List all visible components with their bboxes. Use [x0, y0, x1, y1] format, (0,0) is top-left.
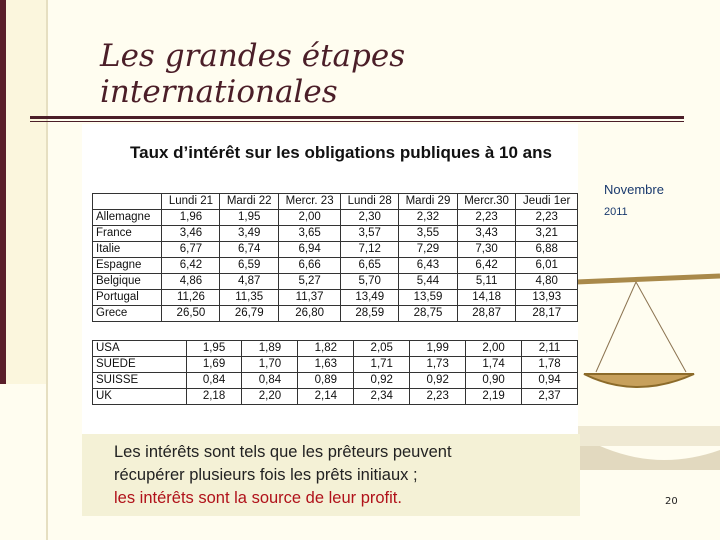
- date-year: 2011: [604, 206, 628, 218]
- rate-cell: 11,26: [162, 290, 220, 306]
- title-rule: [30, 116, 684, 119]
- country-cell: France: [93, 226, 162, 242]
- rate-cell: 0,90: [466, 373, 522, 389]
- rate-cell: 2,30: [341, 210, 399, 226]
- country-cell: SUEDE: [93, 357, 187, 373]
- balance-scale-icon: [576, 250, 720, 470]
- column-header: Mercr. 23: [279, 194, 341, 210]
- rate-cell: 26,79: [220, 306, 279, 322]
- rate-cell: 1,63: [298, 357, 354, 373]
- table-row: [93, 226, 578, 242]
- rate-cell: 1,74: [466, 357, 522, 373]
- rate-cell: 5,11: [457, 274, 516, 290]
- rate-cell: 2,19: [466, 389, 522, 405]
- column-header: Mardi 29: [399, 194, 458, 210]
- rate-cell: 6,43: [399, 258, 458, 274]
- rate-cell: 0,89: [298, 373, 354, 389]
- rate-cell: 0,84: [186, 373, 242, 389]
- country-cell: Allemagne: [93, 210, 162, 226]
- table-row: [93, 357, 578, 373]
- rate-cell: 1,82: [298, 341, 354, 357]
- table-row: [93, 242, 578, 258]
- rate-cell: 2,14: [298, 389, 354, 405]
- table-row: [93, 373, 578, 389]
- page-number: 20: [665, 496, 678, 507]
- rate-cell: 5,44: [399, 274, 458, 290]
- column-header: Mardi 22: [220, 194, 279, 210]
- rate-cell: 7,29: [399, 242, 458, 258]
- rate-cell: 1,99: [410, 341, 466, 357]
- rate-cell: 13,93: [516, 290, 578, 306]
- rate-cell: 1,95: [186, 341, 242, 357]
- table-row: [93, 290, 578, 306]
- country-cell: Espagne: [93, 258, 162, 274]
- table-row: [93, 341, 578, 357]
- rate-cell: 0,92: [410, 373, 466, 389]
- note-line-1: Les intérêts sont tels que les prêteurs peuvent: [114, 443, 452, 461]
- rate-cell: 28,87: [457, 306, 516, 322]
- rate-cell: 6,66: [279, 258, 341, 274]
- column-header: Lundi 28: [341, 194, 399, 210]
- country-cell: SUISSE: [93, 373, 187, 389]
- rate-cell: 1,70: [242, 357, 298, 373]
- rate-cell: 2,37: [522, 389, 578, 405]
- rate-cell: 6,77: [162, 242, 220, 258]
- rate-cell: 3,49: [220, 226, 279, 242]
- rate-cell: 11,35: [220, 290, 279, 306]
- rate-cell: 6,74: [220, 242, 279, 258]
- header-blank-cell: [93, 194, 162, 210]
- rate-cell: 2,20: [242, 389, 298, 405]
- rate-cell: 6,01: [516, 258, 578, 274]
- table-row: [93, 389, 578, 405]
- rate-cell: 2,00: [466, 341, 522, 357]
- note-line-2: récupérer plusieurs fois les prêts initiaux ;: [114, 466, 418, 484]
- table-row: [93, 258, 578, 274]
- rate-cell: 2,05: [354, 341, 410, 357]
- rate-cell: 2,23: [516, 210, 578, 226]
- left-divider-line: [46, 0, 48, 540]
- rate-cell: 1,89: [242, 341, 298, 357]
- note-line-3: les intérêts sont la source de leur profit.: [114, 489, 402, 507]
- rate-cell: 6,42: [457, 258, 516, 274]
- title-rule-thin: [30, 121, 684, 122]
- rate-cell: 3,65: [279, 226, 341, 242]
- rate-cell: 28,59: [341, 306, 399, 322]
- rate-cell: 1,73: [410, 357, 466, 373]
- rate-cell: 2,23: [457, 210, 516, 226]
- rate-cell: 28,75: [399, 306, 458, 322]
- rate-cell: 28,17: [516, 306, 578, 322]
- rate-cell: 6,42: [162, 258, 220, 274]
- table-row: [93, 306, 578, 322]
- rate-cell: 2,00: [279, 210, 341, 226]
- rate-cell: 6,94: [279, 242, 341, 258]
- rate-cell: 6,65: [341, 258, 399, 274]
- country-cell: Italie: [93, 242, 162, 258]
- rate-cell: 3,43: [457, 226, 516, 242]
- rate-cell: 26,50: [162, 306, 220, 322]
- rate-cell: 1,78: [522, 357, 578, 373]
- rate-cell: 2,11: [522, 341, 578, 357]
- rate-cell: 4,86: [162, 274, 220, 290]
- rate-cell: 1,71: [354, 357, 410, 373]
- table-header-row: [93, 194, 578, 210]
- rate-cell: 2,34: [354, 389, 410, 405]
- left-band: [0, 0, 46, 384]
- rate-cell: 6,59: [220, 258, 279, 274]
- rate-cell: 1,95: [220, 210, 279, 226]
- rate-cell: 7,30: [457, 242, 516, 258]
- country-cell: UK: [93, 389, 187, 405]
- rate-cell: 1,69: [186, 357, 242, 373]
- rate-cell: 5,70: [341, 274, 399, 290]
- rate-cell: 0,92: [354, 373, 410, 389]
- date-month: Novembre: [604, 182, 664, 197]
- country-cell: Portugal: [93, 290, 162, 306]
- column-header: Lundi 21: [162, 194, 220, 210]
- table-row: [93, 274, 578, 290]
- slide-title: Les grandes étapes internationales: [100, 38, 406, 110]
- rate-cell: 4,87: [220, 274, 279, 290]
- rate-cell: 3,21: [516, 226, 578, 242]
- rate-cell: 3,57: [341, 226, 399, 242]
- rate-cell: 2,18: [186, 389, 242, 405]
- column-header: Jeudi 1er: [516, 194, 578, 210]
- left-accent-bar: [0, 0, 6, 384]
- rate-cell: 7,12: [341, 242, 399, 258]
- rate-cell: 0,94: [522, 373, 578, 389]
- rates-table-europe: [92, 193, 578, 322]
- rate-cell: 13,49: [341, 290, 399, 306]
- rate-cell: 3,46: [162, 226, 220, 242]
- country-cell: Belgique: [93, 274, 162, 290]
- rates-table-other: [92, 340, 578, 405]
- rate-cell: 26,80: [279, 306, 341, 322]
- country-cell: USA: [93, 341, 187, 357]
- table-row: [93, 210, 578, 226]
- rate-cell: 13,59: [399, 290, 458, 306]
- rate-cell: 0,84: [242, 373, 298, 389]
- rate-cell: 11,37: [279, 290, 341, 306]
- rate-cell: 1,96: [162, 210, 220, 226]
- rate-cell: 2,32: [399, 210, 458, 226]
- country-cell: Grece: [93, 306, 162, 322]
- column-header: Mercr.30: [457, 194, 516, 210]
- rate-cell: 5,27: [279, 274, 341, 290]
- rate-cell: 3,55: [399, 226, 458, 242]
- rate-cell: 14,18: [457, 290, 516, 306]
- rate-cell: 2,23: [410, 389, 466, 405]
- rate-cell: 4,80: [516, 274, 578, 290]
- rate-cell: 6,88: [516, 242, 578, 258]
- table-title: Taux d’intérêt sur les obligations publiques à 10 ans: [130, 143, 552, 162]
